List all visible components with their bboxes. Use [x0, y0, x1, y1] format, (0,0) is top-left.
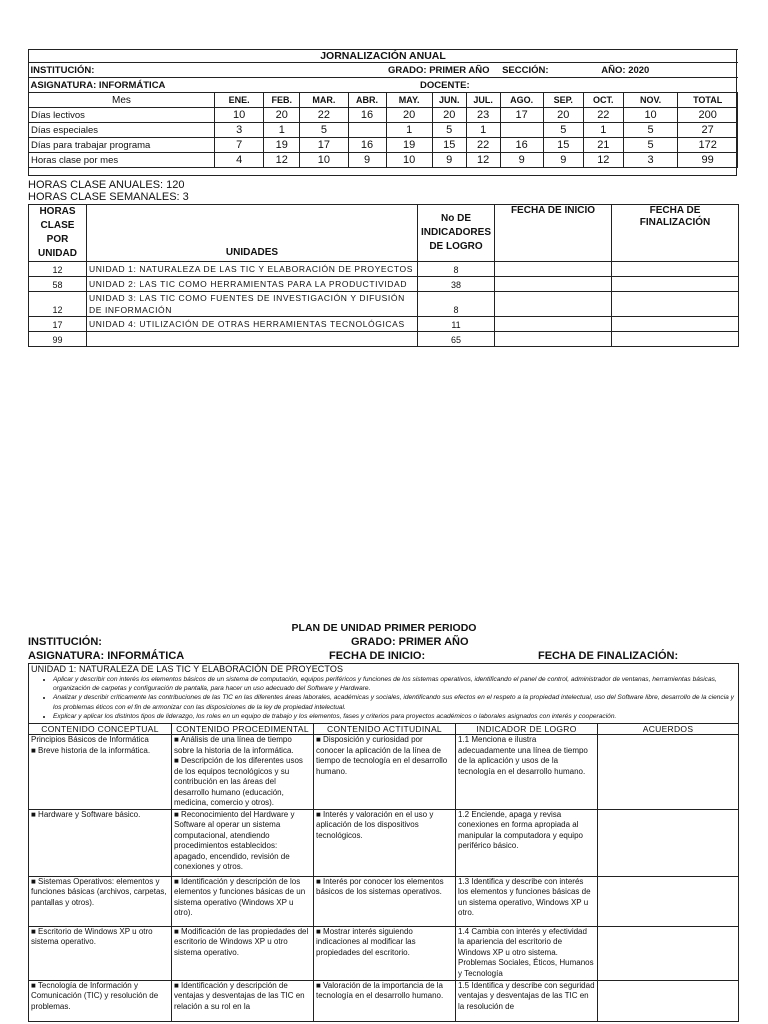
month-header: FEB. — [264, 93, 300, 108]
schedule-cell: 7 — [214, 138, 263, 153]
plan-cell-procedimental: ■ Identificación y descripción de los elementos y funciones básicas de un sistema operativo (Windows XP u otro). — [172, 876, 314, 926]
plan-cell-procedimental: ■ Reconocimiento del Hardware y Software al operar un sistema computacional, atendiendo procedimientos establecidos: apagado, encendido, revisión de conexiones y otros. — [172, 809, 314, 876]
schedule-cell: 12 — [583, 153, 623, 168]
plan-row — [29, 876, 739, 926]
objective-item: • Aplicar y describir con interés los elementos básicos de un sistema de computación, equipos periféricos y funciones de los sistemas operativos, identificando el panel de control, administrador de ventanas, herramientas básicas, organización de carpetas y configuración de pantalla, para hacer un uso adecuado del Software y Hardware. — [53, 675, 736, 694]
unit-name: UNIDAD 1: NATURALEZA DE LAS TIC Y ELABORACIÓN DE PROYECTOS — [87, 262, 418, 277]
unit-row — [29, 317, 739, 332]
unit-end-date — [612, 317, 739, 332]
unit-start-date — [495, 277, 612, 292]
schedule-cell: 19 — [264, 138, 300, 153]
unit-start-date — [495, 292, 612, 317]
schedule-row-label: Días lectivos — [29, 108, 215, 123]
schedule-cell: 10 — [300, 153, 348, 168]
schedule-cell: 27 — [678, 123, 738, 138]
unit-hours: 12 — [29, 292, 87, 317]
plan-cell-acuerdos — [598, 980, 739, 1021]
plan-cell-conceptual: ■ Escritorio de Windows XP u otro sistema operativo. — [29, 926, 172, 980]
schedule-cell: 3 — [214, 123, 263, 138]
schedule-cell: 1 — [583, 123, 623, 138]
plan-row — [29, 980, 739, 1021]
schedule-cell: 1 — [386, 123, 432, 138]
institucion-label: INSTITUCIÓN: — [30, 64, 95, 76]
month-header: JUN. — [432, 93, 466, 108]
plan-cell-indicador: 1.1 Menciona e ilustra adecuadamente una línea de tiempo de la aplicación y usos de la tecnología en el desarrollo humano. — [456, 735, 598, 810]
schedule-cell: 5 — [300, 123, 348, 138]
month-header: MAR. — [300, 93, 348, 108]
plan-unit-title: UNIDAD 1: NATURALEZA DE LAS TIC Y ELABORACIÓN DE PROYECTOS — [31, 664, 344, 674]
unit-row — [29, 262, 739, 277]
schedule-cell: 10 — [623, 108, 677, 123]
plan-column-header: INDICADOR DE LOGRO — [456, 723, 598, 735]
schedule-cell: 9 — [348, 153, 386, 168]
unit-plan-table — [28, 663, 739, 1022]
schedule-cell: 1 — [264, 123, 300, 138]
schedule-row — [29, 153, 738, 168]
schedule-cell: 9 — [432, 153, 466, 168]
schedule-cell: 1 — [466, 123, 500, 138]
plan-row — [29, 809, 739, 876]
schedule-cell: 9 — [543, 153, 583, 168]
schedule-cell: 16 — [348, 138, 386, 153]
plan-column-header: CONTENIDO PROCEDIMENTAL — [172, 723, 314, 735]
unit-end-date — [612, 262, 739, 277]
plan-cell-indicador: 1.3 Identifica y describe con interés los elementos y funciones básicas de un sistema operativo, Windows XP u otro. — [456, 876, 598, 926]
schedule-row-label: Días especiales — [29, 123, 215, 138]
seccion-label: SECCIÓN: — [502, 64, 549, 76]
schedule-cell: 23 — [466, 108, 500, 123]
unit-end-date — [612, 332, 739, 347]
plan-cell-acuerdos — [598, 735, 739, 810]
objectives-list — [31, 675, 736, 722]
schedule-cell: 9 — [500, 153, 543, 168]
objective-item: • Analizar y describir críticamente las contribuciones de las TIC en las diferentes áreas laborales, académicas y sociales, identificando sus efectos en el respeto a la propiedad intelectual, uso del Software libre, desarrollo de la ciencia y los problemas éticos con el fin de armonizar con las disposiciones de la ley de propiedad intelectual. — [53, 693, 736, 712]
schedule-cell: 5 — [543, 123, 583, 138]
schedule-cell: 5 — [623, 138, 677, 153]
unit-row — [29, 292, 739, 317]
plan-cell-conceptual: ■ Tecnología de Información y Comunicación (TIC) y resolución de problemas. — [29, 980, 172, 1021]
schedule-cell: 17 — [300, 138, 348, 153]
unit-name: UNIDAD 3: LAS TIC COMO FUENTES DE INVESTIGACIÓN Y DIFUSIÓN DE INFORMACIÓN — [87, 292, 418, 317]
month-header: ENE. — [214, 93, 263, 108]
plan-cell-actitudinal: ■ Interés y valoración en el uso y aplicación de los dispositivos tecnológicos. — [314, 809, 456, 876]
unit-start-date — [495, 262, 612, 277]
plan-cell-actitudinal: ■ Disposición y curiosidad por conocer la aplicación de la línea de tiempo de tecnología en el desarrollo humano. — [314, 735, 456, 810]
unit-indicators: 65 — [418, 332, 495, 347]
schedule-row — [29, 138, 738, 153]
plan-cell-actitudinal: ■ Valoración de la importancia de la tecnología en el desarrollo humano. — [314, 980, 456, 1021]
schedule-cell: 17 — [500, 108, 543, 123]
plan-cell-actitudinal: ■ Mostrar interés siguiendo indicaciones al modificar las propiedades del escritorio. — [314, 926, 456, 980]
grado-label: GRADO: PRIMER AÑO — [388, 64, 490, 76]
schedule-cell — [500, 123, 543, 138]
month-header: TOTAL — [678, 93, 738, 108]
anio-value: 2020 — [628, 64, 650, 76]
plan-cell-indicador: 1.2 Enciende, apaga y revisa conexiones en forma apropiada al manipular la computadora y equipo periférico básico. — [456, 809, 598, 876]
schedule-cell: 12 — [264, 153, 300, 168]
annual-title: JORNALIZACIÓN ANUAL — [320, 50, 446, 62]
unit-name — [87, 332, 418, 347]
plan-cell-actitudinal: ■ Interés por conocer los elementos básicos de los sistemas operativos. — [314, 876, 456, 926]
horas-header: HORAS CLASE POR UNIDAD — [29, 205, 87, 262]
plan-asignatura-label: ASIGNATURA: INFORMÁTICA — [28, 650, 185, 662]
unit-end-date — [612, 292, 739, 317]
unit-indicators: 11 — [418, 317, 495, 332]
schedule-cell: 15 — [543, 138, 583, 153]
schedule-row-label: Horas clase por mes — [29, 153, 215, 168]
annual-schedule-table — [28, 49, 738, 168]
schedule-cell: 3 — [623, 153, 677, 168]
units-table — [28, 204, 739, 347]
anio-label: AÑO: — [601, 64, 626, 76]
schedule-cell: 4 — [214, 153, 263, 168]
unit-indicators: 8 — [418, 292, 495, 317]
unit-hours: 58 — [29, 277, 87, 292]
plan-column-header: ACUERDOS — [598, 723, 739, 735]
horas-semanales: HORAS CLASE SEMANALES: 3 — [28, 191, 189, 203]
unit-start-date — [495, 317, 612, 332]
schedule-row-label: Días para trabajar programa — [29, 138, 215, 153]
unit-plan-title: PLAN DE UNIDAD PRIMER PERIODO — [291, 622, 477, 634]
docente-label: DOCENTE: — [420, 79, 470, 91]
schedule-cell: 20 — [264, 108, 300, 123]
month-header: SEP. — [543, 93, 583, 108]
unit-name: UNIDAD 4: UTILIZACIÓN DE OTRAS HERRAMIENTAS TECNOLÓGICAS — [87, 317, 418, 332]
plan-cell-procedimental: ■ Identificación y descripción de ventajas y desventajas de las TIC en relación a su rol en la — [172, 980, 314, 1021]
schedule-cell: 172 — [678, 138, 738, 153]
month-header: OCT. — [583, 93, 623, 108]
plan-cell-acuerdos — [598, 926, 739, 980]
schedule-cell: 200 — [678, 108, 738, 123]
plan-institucion-label: INSTITUCIÓN: — [28, 636, 102, 648]
unit-hours: 99 — [29, 332, 87, 347]
schedule-cell: 5 — [432, 123, 466, 138]
unidades-header: UNIDADES — [87, 205, 418, 262]
plan-grado-label: GRADO: PRIMER AÑO — [351, 636, 469, 648]
schedule-row — [29, 123, 738, 138]
schedule-cell: 22 — [300, 108, 348, 123]
horas-anuales: HORAS CLASE ANUALES: 120 — [28, 179, 185, 191]
objective-item: • Explicar y aplicar los distintos tipos de liderazgo, los roles en un equipo de trabajo y los elementos, fases y criterios para proyectos académicos o laborales asignados con interés y cooperación. — [53, 712, 736, 721]
plan-fecha-fin-label: FECHA DE FINALIZACIÓN: — [538, 650, 679, 662]
month-header: JUL. — [466, 93, 500, 108]
month-header: NOV. — [623, 93, 677, 108]
plan-cell-acuerdos — [598, 876, 739, 926]
plan-column-header: CONTENIDO CONCEPTUAL — [29, 723, 172, 735]
unit-start-date — [495, 332, 612, 347]
month-header: AGO. — [500, 93, 543, 108]
unit-row — [29, 277, 739, 292]
schedule-cell: 16 — [348, 108, 386, 123]
schedule-cell: 15 — [432, 138, 466, 153]
schedule-cell: 16 — [500, 138, 543, 153]
month-header: MAY. — [386, 93, 432, 108]
plan-cell-conceptual: Principios Básicos de Informática ■ Breve historia de la informática. — [29, 735, 172, 810]
unit-indicators: 38 — [418, 277, 495, 292]
schedule-cell: 99 — [678, 153, 738, 168]
plan-row — [29, 926, 739, 980]
schedule-cell: 22 — [466, 138, 500, 153]
schedule-row — [29, 108, 738, 123]
schedule-cell: 22 — [583, 108, 623, 123]
plan-cell-conceptual: ■ Hardware y Software básico. — [29, 809, 172, 876]
schedule-cell: 5 — [623, 123, 677, 138]
fecha-fin-header: FECHA DE FINALIZACIÓN — [612, 205, 739, 262]
plan-row — [29, 735, 739, 810]
unit-name: UNIDAD 2: LAS TIC COMO HERRAMIENTAS PARA LA PRODUCTIVIDAD — [87, 277, 418, 292]
plan-column-header: CONTENIDO ACTITUDINAL — [314, 723, 456, 735]
fecha-inicio-header: FECHA DE INICIO — [495, 205, 612, 262]
unit-end-date — [612, 277, 739, 292]
unit-hours: 17 — [29, 317, 87, 332]
asignatura-label: ASIGNATURA: INFORMÁTICA — [30, 79, 166, 91]
schedule-cell — [348, 123, 386, 138]
unit-row — [29, 332, 739, 347]
plan-cell-conceptual: ■ Sistemas Operativos: elementos y funciones básicas (archivos, carpetas, pantallas y otros). — [29, 876, 172, 926]
unit-hours: 12 — [29, 262, 87, 277]
schedule-cell: 10 — [386, 153, 432, 168]
schedule-cell: 21 — [583, 138, 623, 153]
schedule-cell: 10 — [214, 108, 263, 123]
plan-cell-procedimental: ■ Análisis de una línea de tiempo sobre la historia de la informática. ■ Descripción de los diferentes usos de los equipos tecnológicos y su contribución en las áreas del desarrollo humano (educación, medicina, comercio y otros). — [172, 735, 314, 810]
schedule-cell: 19 — [386, 138, 432, 153]
plan-cell-acuerdos — [598, 809, 739, 876]
schedule-cell: 12 — [466, 153, 500, 168]
schedule-cell: 20 — [386, 108, 432, 123]
mes-header: Mes — [29, 93, 215, 108]
schedule-cell: 20 — [543, 108, 583, 123]
month-header: ABR. — [348, 93, 386, 108]
plan-cell-indicador: 1.4 Cambia con interés y efectividad la apariencia del escritorio de Windows XP u otro sistema. Problemas Sociales, Éticos, Humanos y Tecnología — [456, 926, 598, 980]
indicadores-header: No DE INDICADORES DE LOGRO — [418, 205, 495, 262]
plan-cell-indicador: 1.5 Identifica y describe con seguridad ventajas y desventajas de las TIC en la resolución de — [456, 980, 598, 1021]
unit-indicators: 8 — [418, 262, 495, 277]
plan-fecha-inicio-label: FECHA DE INICIO: — [329, 650, 426, 662]
plan-cell-procedimental: ■ Modificación de las propiedades del escritorio de Windows XP u otro sistema operativo. — [172, 926, 314, 980]
schedule-cell: 20 — [432, 108, 466, 123]
